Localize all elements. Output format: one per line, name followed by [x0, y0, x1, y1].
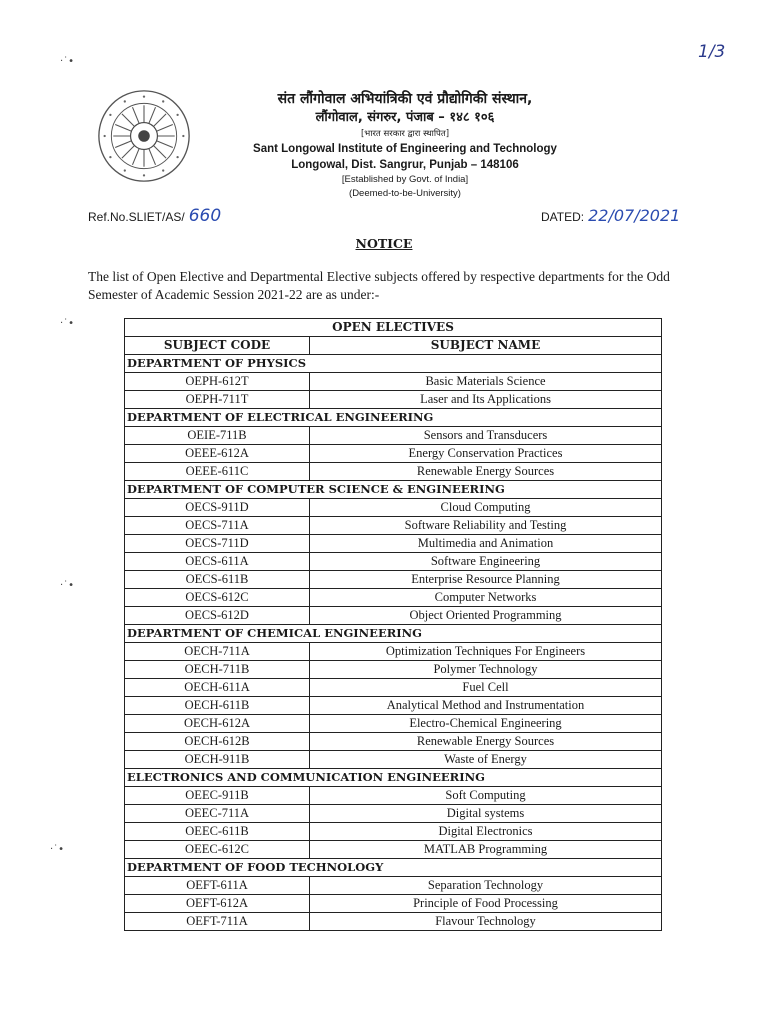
subject-code: OEEC-611B	[125, 823, 310, 841]
table-row	[125, 427, 662, 445]
notice-intro: The list of Open Elective and Departmental Elective subjects offered by respective departments for the Odd Semester of Academic Session 2021-22 are as under:-	[88, 269, 670, 302]
subject-code: OECH-911B	[125, 751, 310, 769]
table-row	[125, 445, 662, 463]
subject-code: OEEE-612A	[125, 445, 310, 463]
subject-name: Renewable Energy Sources	[310, 733, 662, 751]
subject-code: OECS-711A	[125, 517, 310, 535]
dated-handwritten-value: 22/07/2021	[588, 206, 681, 225]
subject-code: OECH-711A	[125, 643, 310, 661]
subject-name: Basic Materials Science	[310, 373, 662, 391]
institute-name-english: Sant Longowal Institute of Engineering and Technology	[253, 143, 557, 155]
subject-name: Software Reliability and Testing	[310, 517, 662, 535]
table-title-row	[125, 319, 662, 337]
subject-name: Optimization Techniques For Engineers	[310, 643, 662, 661]
subject-name: Sensors and Transducers	[310, 427, 662, 445]
scan-speck: ·˙•	[60, 56, 75, 67]
deemed-university: (Deemed-to-be-University)	[349, 188, 461, 199]
subject-name: Soft Computing	[310, 787, 662, 805]
table-row	[125, 715, 662, 733]
subject-code: OEEC-612C	[125, 841, 310, 859]
table-row	[125, 787, 662, 805]
department-name: DEPARTMENT OF ELECTRICAL ENGINEERING	[125, 409, 662, 427]
subject-name: Digital Electronics	[310, 823, 662, 841]
subject-code: OECH-711B	[125, 661, 310, 679]
scan-speck: ·˙•	[50, 844, 65, 855]
subject-code: OEEE-611C	[125, 463, 310, 481]
subject-name: Polymer Technology	[310, 661, 662, 679]
dated-label: DATED:	[541, 210, 585, 224]
subject-code: OEPH-711T	[125, 391, 310, 409]
subject-code: OECS-612C	[125, 589, 310, 607]
table-row	[125, 913, 662, 931]
table-title: OPEN ELECTIVES	[125, 319, 662, 337]
department-row	[125, 769, 662, 787]
table-row	[125, 589, 662, 607]
subject-name: Analytical Method and Instrumentation	[310, 697, 662, 715]
table-row	[125, 733, 662, 751]
table-body	[125, 355, 662, 931]
page-number: 1/3	[698, 42, 726, 62]
institute-name-hindi: संत लौंगोवाल अभियांत्रिकी एवं प्रौद्योगिकी संस्थान,	[277, 91, 533, 107]
department-row	[125, 481, 662, 499]
subject-name: Cloud Computing	[310, 499, 662, 517]
subject-code: OEFT-612A	[125, 895, 310, 913]
table-row	[125, 697, 662, 715]
subject-code: OECS-611B	[125, 571, 310, 589]
reference-handwritten-number: 660	[188, 206, 222, 226]
subject-name: Fuel Cell	[310, 679, 662, 697]
subject-code: OEPH-612T	[125, 373, 310, 391]
department-name: DEPARTMENT OF CHEMICAL ENGINEERING	[125, 625, 662, 643]
subject-name: Waste of Energy	[310, 751, 662, 769]
reference-label: Ref.No.SLIET/AS/	[88, 210, 185, 224]
subject-code: OEFT-611A	[125, 877, 310, 895]
subject-name: Computer Networks	[310, 589, 662, 607]
institute-address-english: Longowal, Dist. Sangrur, Punjab – 148106	[291, 159, 519, 171]
department-name: DEPARTMENT OF FOOD TECHNOLOGY	[125, 859, 662, 877]
open-electives-table	[124, 318, 662, 931]
table-row	[125, 643, 662, 661]
subject-code: OECH-612B	[125, 733, 310, 751]
subject-name: Object Oriented Programming	[310, 607, 662, 625]
table-row	[125, 679, 662, 697]
institute-header	[205, 90, 605, 201]
department-name: ELECTRONICS AND COMMUNICATION ENGINEERING	[125, 769, 662, 787]
table-row	[125, 553, 662, 571]
subject-code: OECS-612D	[125, 607, 310, 625]
subject-code: OECS-611A	[125, 553, 310, 571]
table-row	[125, 877, 662, 895]
department-name: DEPARTMENT OF PHYSICS	[125, 355, 662, 373]
scan-speck: ·˙•	[60, 580, 75, 591]
table-header-row	[125, 337, 662, 355]
reference-number	[88, 206, 221, 226]
table-row	[125, 823, 662, 841]
department-name: DEPARTMENT OF COMPUTER SCIENCE & ENGINEERING	[125, 481, 662, 499]
institute-seal-logo	[96, 88, 192, 184]
subject-code: OECS-711D	[125, 535, 310, 553]
subject-code: OECH-611A	[125, 679, 310, 697]
table-row	[125, 607, 662, 625]
subject-name: Energy Conservation Practices	[310, 445, 662, 463]
table-row	[125, 517, 662, 535]
table-row	[125, 895, 662, 913]
subject-name: Multimedia and Animation	[310, 535, 662, 553]
established-hindi: [भारत सरकार द्वारा स्थापित]	[360, 129, 450, 139]
table-row	[125, 751, 662, 769]
dated	[541, 206, 680, 225]
subject-code: OECS-911D	[125, 499, 310, 517]
subject-name: Laser and Its Applications	[310, 391, 662, 409]
table-row	[125, 535, 662, 553]
table-row	[125, 805, 662, 823]
department-row	[125, 859, 662, 877]
institute-address-hindi: लौंगोवाल, संगरुर, पंजाब – १४८ १०६	[315, 110, 495, 125]
department-row	[125, 625, 662, 643]
table-row	[125, 499, 662, 517]
subject-name: Digital systems	[310, 805, 662, 823]
table-row	[125, 841, 662, 859]
subject-name: MATLAB Programming	[310, 841, 662, 859]
table-row	[125, 391, 662, 409]
subject-code: OEFT-711A	[125, 913, 310, 931]
notice-title: NOTICE	[355, 236, 413, 251]
subject-name: Software Engineering	[310, 553, 662, 571]
table-row	[125, 373, 662, 391]
department-row	[125, 409, 662, 427]
subject-name: Principle of Food Processing	[310, 895, 662, 913]
subject-name: Separation Technology	[310, 877, 662, 895]
department-row	[125, 355, 662, 373]
subject-code: OECH-611B	[125, 697, 310, 715]
subject-name: Renewable Energy Sources	[310, 463, 662, 481]
subject-code: OEEC-711A	[125, 805, 310, 823]
scan-speck: ·˙•	[60, 318, 75, 329]
subject-name: Electro-Chemical Engineering	[310, 715, 662, 733]
subject-name: Enterprise Resource Planning	[310, 571, 662, 589]
column-header-subject-code: SUBJECT CODE	[125, 337, 310, 355]
subject-name: Flavour Technology	[310, 913, 662, 931]
subject-code: OECH-612A	[125, 715, 310, 733]
column-header-subject-name: SUBJECT NAME	[310, 337, 662, 355]
established-english: [Established by Govt. of India]	[341, 174, 469, 185]
table-row	[125, 571, 662, 589]
table-row	[125, 463, 662, 481]
subject-code: OEIE-711B	[125, 427, 310, 445]
subject-code: OEEC-911B	[125, 787, 310, 805]
table-row	[125, 661, 662, 679]
